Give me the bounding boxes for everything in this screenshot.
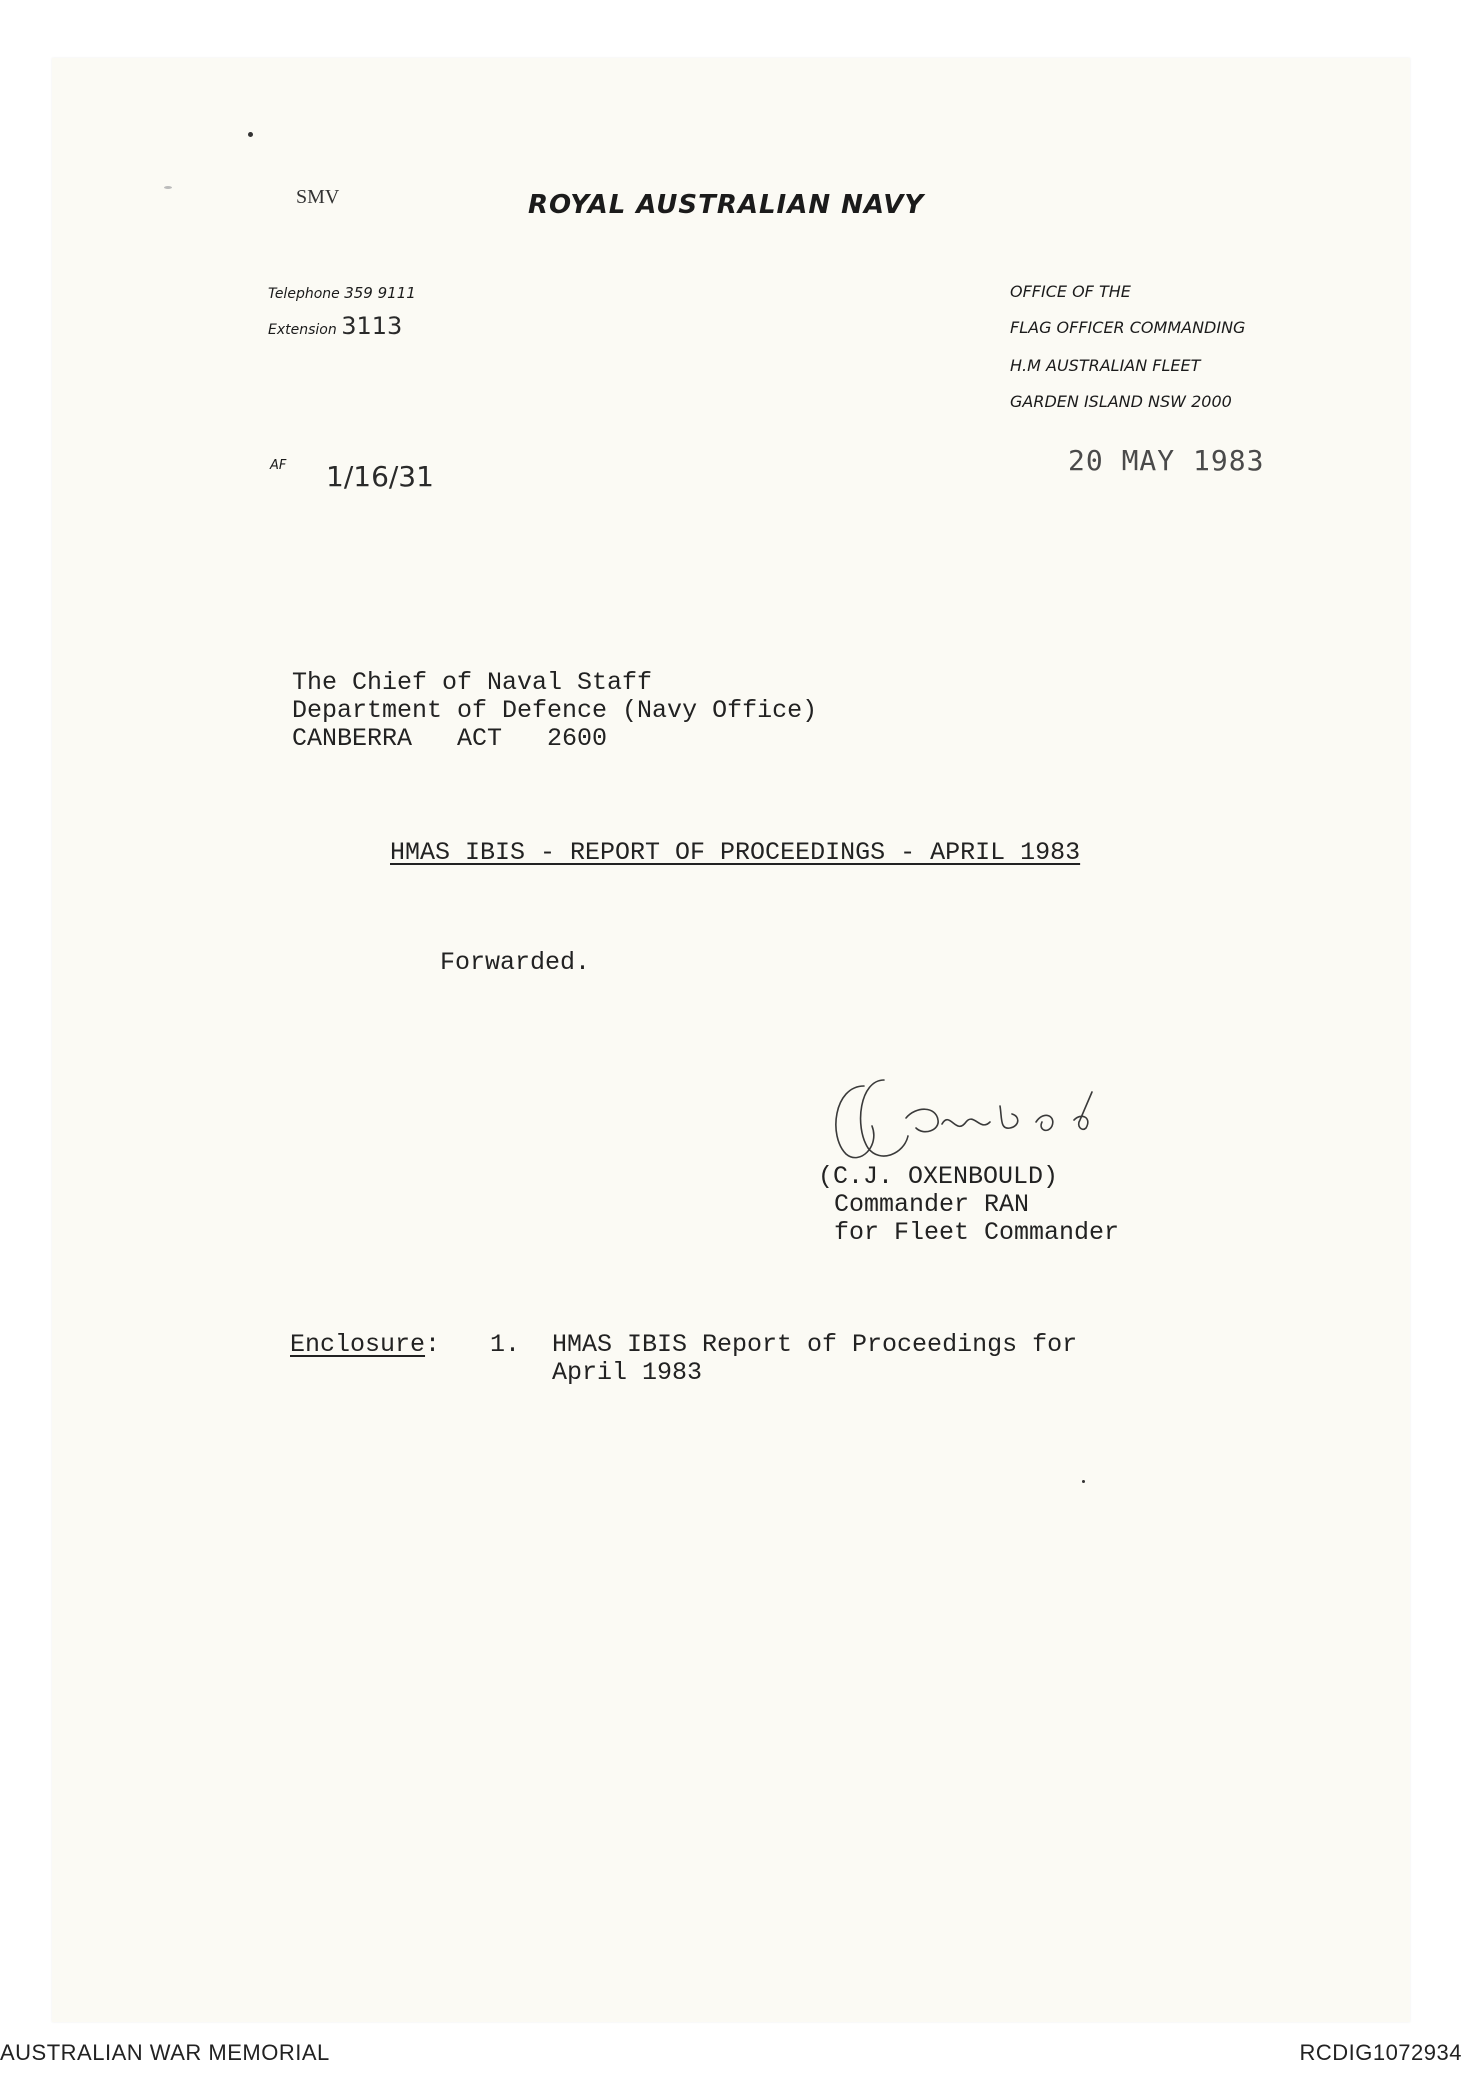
office-line: H.M AUSTRALIAN FLEET [1010, 356, 1201, 375]
enclosure-label [290, 1330, 440, 1359]
telephone-number: 359 9111 [344, 284, 416, 302]
enclosure-colon: : [425, 1330, 441, 1359]
enclosure-number: 1. [490, 1330, 521, 1359]
body-text: Forwarded. [440, 948, 591, 977]
reference-number: 1/16/31 [326, 460, 434, 493]
extension-label: Extension [268, 322, 337, 338]
paper-speck [248, 132, 253, 137]
signatory-name: (C.J. OXENBOULD) [818, 1162, 1059, 1191]
handwritten-signature [824, 1066, 1164, 1176]
enclosure-text: HMAS IBIS Report of Proceedings for [552, 1330, 1078, 1359]
footer-source: AUSTRALIAN WAR MEMORIAL [0, 2040, 330, 2065]
signatory-on-behalf: for Fleet Commander [834, 1218, 1120, 1247]
office-line: OFFICE OF THE [1010, 282, 1131, 301]
file-code: SMV [296, 186, 340, 208]
office-line: FLAG OFFICER COMMANDING [1010, 318, 1246, 337]
telephone-line [268, 284, 416, 302]
addressee-line: CANBERRA ACT 2600 [292, 724, 608, 753]
enclosure-label-text: Enclosure [290, 1330, 426, 1359]
date-stamp: 20 MAY 1983 [1068, 444, 1265, 477]
addressee-line: The Chief of Naval Staff [292, 668, 653, 697]
subject-heading: HMAS IBIS - REPORT OF PROCEEDINGS - APRIL 1983 [390, 838, 1081, 867]
enclosure-text: April 1983 [552, 1358, 703, 1387]
paper-speck [164, 186, 172, 189]
telephone-label: Telephone [268, 286, 340, 302]
signatory-rank: Commander RAN [834, 1190, 1030, 1219]
footer-identifier: RCDIG1072934 [1299, 2040, 1462, 2065]
extension-line [268, 312, 402, 340]
extension-number: 3113 [341, 312, 403, 340]
letterhead-title: ROYAL AUSTRALIAN NAVY [528, 190, 925, 220]
paper-speck [1082, 1480, 1085, 1483]
office-line: GARDEN ISLAND NSW 2000 [1010, 392, 1232, 411]
document-page [52, 58, 1410, 2022]
reference-prefix: AF [270, 458, 287, 473]
addressee-line: Department of Defence (Navy Office) [292, 696, 818, 725]
